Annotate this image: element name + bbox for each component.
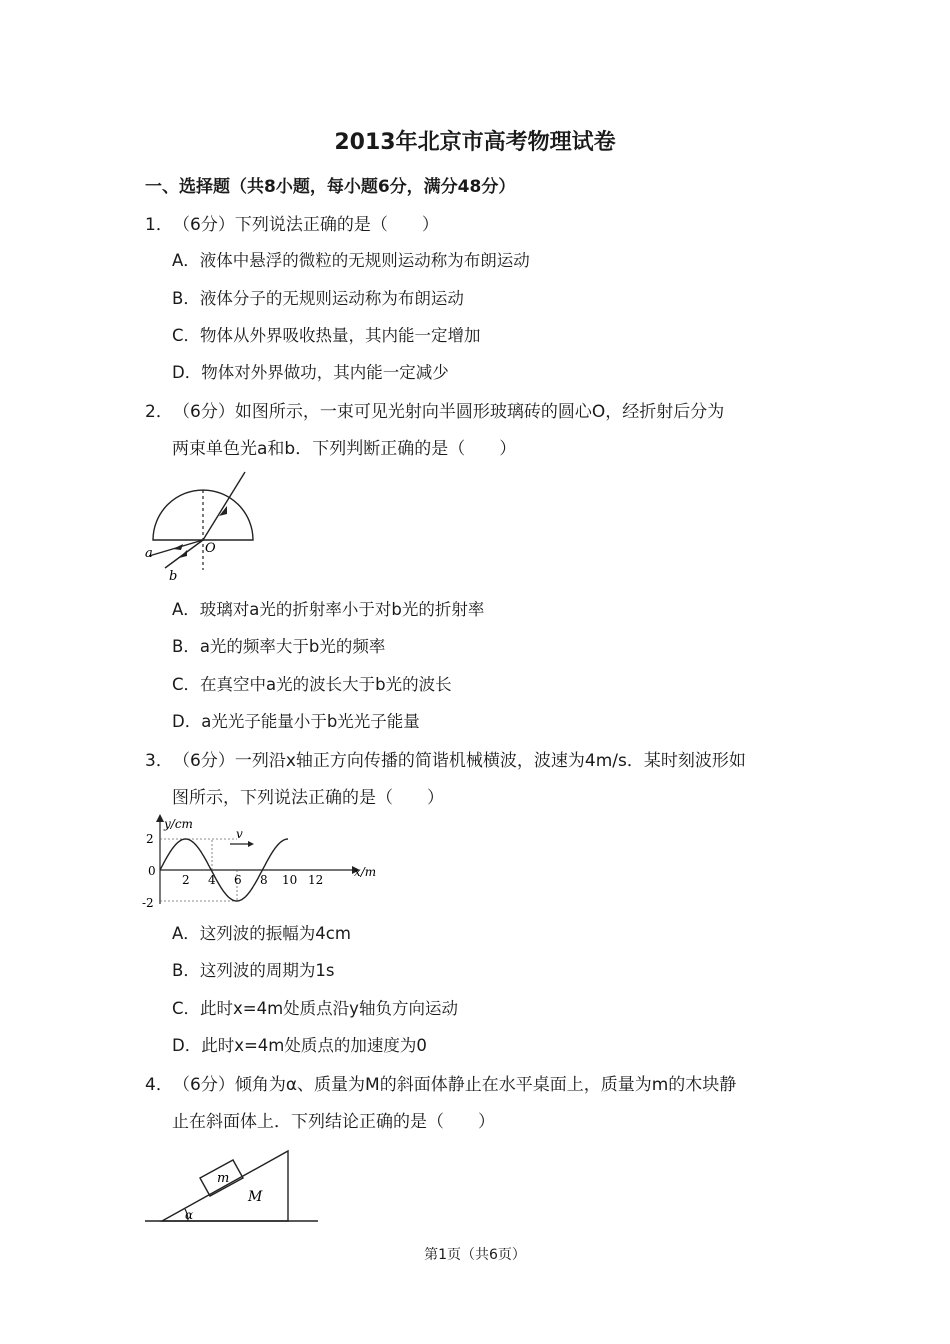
option-2c: C．在真空中a光的波长大于b光的波长 — [172, 675, 452, 694]
label-alpha: α — [185, 1208, 194, 1222]
label-b: b — [169, 569, 178, 584]
xtick-8: 8 — [260, 873, 268, 887]
y-axis-label: y/cm — [164, 817, 193, 831]
wave-figure — [140, 812, 390, 912]
question-text: （6分）倾角为α、质量为M的斜面体静止在水平桌面上，质量为m的木块静 — [173, 1075, 737, 1095]
question-2 — [145, 397, 724, 422]
xtick-4: 4 — [208, 873, 216, 887]
label-a: a — [145, 546, 153, 561]
ytick-2: 2 — [146, 832, 154, 846]
arrow-a — [173, 544, 183, 550]
refraction-figure — [135, 470, 265, 585]
question-text: （6分）如图所示，一束可见光射向半圆形玻璃砖的圆心O，经折射后分为 — [173, 402, 725, 422]
option-2a: A．玻璃对a光的折射率小于对b光的折射率 — [172, 600, 485, 619]
incline-figure — [140, 1145, 325, 1230]
question-text-cont: 止在斜面体上．下列结论正确的是（ ） — [172, 1112, 495, 1132]
velocity-label: v — [236, 827, 243, 841]
page-title: 2013年北京市高考物理试卷 — [334, 130, 616, 155]
option-1c: C．物体从外界吸收热量，其内能一定增加 — [172, 326, 481, 345]
label-m: m — [217, 1171, 230, 1186]
incline-block — [162, 1151, 288, 1221]
question-text-cont: 两束单色光a和b．下列判断正确的是（ ） — [172, 439, 517, 459]
question-1 — [145, 210, 439, 235]
option-1d: D．物体对外界做功，其内能一定减少 — [172, 363, 449, 382]
page-footer: 第1页（共6页） — [424, 1247, 526, 1263]
option-3a: A．这列波的振幅为4cm — [172, 924, 351, 943]
question-text: （6分）下列说法正确的是（ ） — [173, 215, 439, 235]
velocity-arrowhead — [248, 841, 254, 847]
question-text: （6分）一列沿x轴正方向传播的简谐机械横波，波速为4m/s．某时刻波形如 — [173, 751, 746, 771]
question-number: 4． — [145, 1075, 173, 1095]
ytick-0: 0 — [148, 864, 156, 878]
xtick-10: 10 — [282, 873, 298, 887]
xtick-6: 6 — [234, 873, 242, 887]
section-heading: 一、选择题（共8小题，每小题6分，满分48分） — [145, 177, 516, 197]
xtick-2: 2 — [182, 873, 190, 887]
label-big-m: M — [248, 1189, 263, 1205]
option-3d: D．此时x=4m处质点的加速度为0 — [172, 1036, 427, 1055]
question-text-cont: 图所示，下列说法正确的是（ ） — [172, 788, 444, 808]
question-number: 2． — [145, 402, 173, 422]
option-3b: B．这列波的周期为1s — [172, 961, 335, 980]
question-number: 1． — [145, 215, 173, 235]
question-4 — [145, 1070, 736, 1095]
xtick-12: 12 — [308, 873, 324, 887]
option-3c: C．此时x=4m处质点沿y轴负方向运动 — [172, 999, 458, 1018]
question-3 — [145, 746, 746, 771]
x-axis-label: x/m — [354, 865, 377, 879]
option-2b: B．a光的频率大于b光的频率 — [172, 637, 386, 656]
option-1a: A．液体中悬浮的微粒的无规则运动称为布朗运动 — [172, 251, 530, 270]
ytick-neg2: -2 — [142, 896, 154, 910]
y-axis-arrow — [156, 814, 164, 822]
label-o: O — [205, 541, 216, 556]
option-1b: B．液体分子的无规则运动称为布朗运动 — [172, 289, 464, 308]
question-number: 3． — [145, 751, 173, 771]
option-2d: D．a光光子能量小于b光光子能量 — [172, 712, 420, 731]
